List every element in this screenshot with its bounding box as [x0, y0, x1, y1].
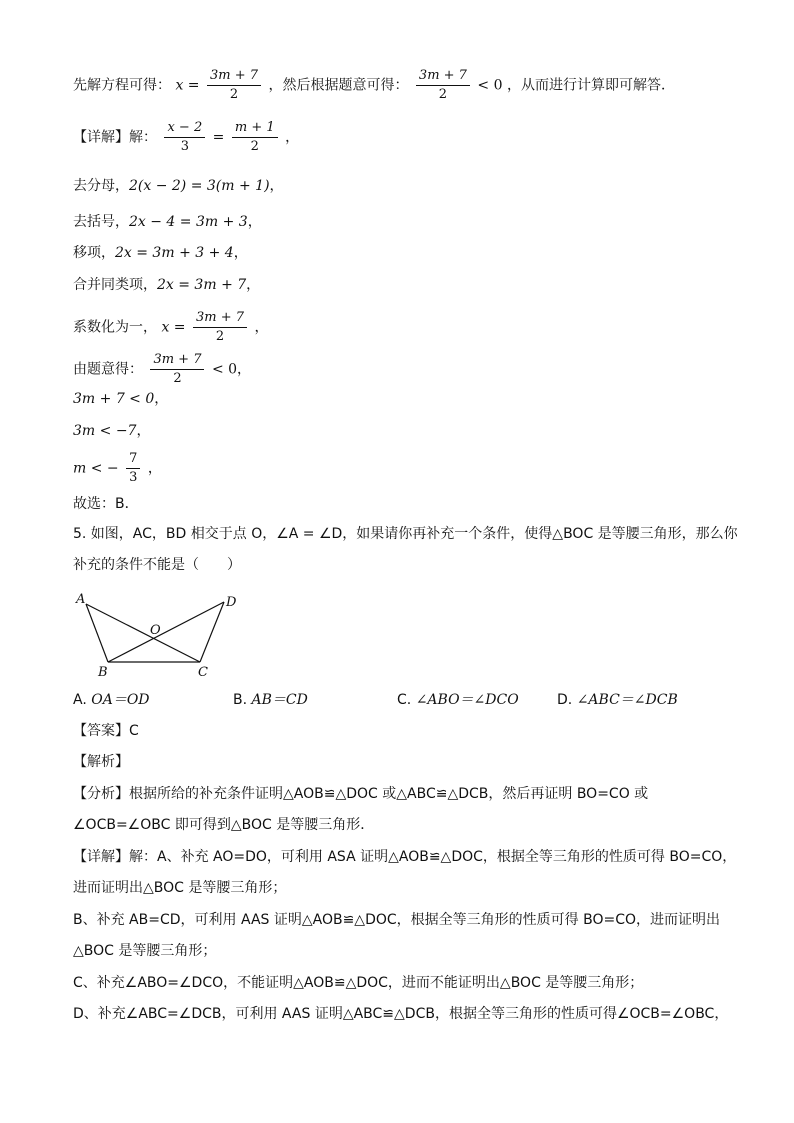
step-expression: 3m < −7 — [73, 423, 137, 439]
point-label-b: B — [98, 665, 108, 680]
detail-head-right-fraction — [232, 120, 278, 155]
detail-a-line-1: 【详解】解：A、补充 AO=DO，可利用 ASA 证明△AOB≌△DOC，根据全等三角形的性质可得 BO=CO， — [73, 849, 737, 865]
detail-c-line-1: C、补充∠ABO=∠DCO，不能证明△AOB≌△DOC，进而不能证明出△BOC 是等腰三角形； — [73, 975, 644, 991]
step-fraction-denominator: 2 — [215, 329, 225, 344]
step-tail: ， — [154, 391, 169, 407]
step-label: 系数化为一， — [73, 319, 157, 336]
point-label-a: A — [76, 592, 86, 607]
step-expression: 2x − 4 = 3m + 3 — [129, 214, 248, 230]
step-coefficient-one — [73, 310, 268, 345]
question-5-line-1: 5. 如图，AC，BD 相交于点 O，∠A = ∠D，如果请你再补充一个条件，使得△BOC 是等腰三角形，那么你 — [73, 526, 738, 542]
step-tail: ， — [254, 319, 269, 336]
intro-fraction-2-numerator: 3m + 7 — [416, 68, 470, 86]
step-label: 合并同类项， — [73, 277, 157, 293]
step-choose — [73, 494, 139, 514]
segment-db — [108, 602, 224, 662]
point-label-d: D — [226, 595, 237, 610]
analysis-heading: 【解析】 — [73, 754, 129, 770]
question-5-line-2: 补充的条件不能是（ ） — [73, 557, 241, 573]
detail-head-tail: ， — [285, 129, 300, 146]
choice-text: AB＝CD — [251, 692, 308, 708]
step-tail: ， — [233, 245, 248, 261]
intro-mid: ，然后根据题意可得： — [268, 77, 409, 94]
step-inequality-3 — [73, 451, 162, 486]
step-expression: m < − — [73, 460, 119, 477]
choice-c — [397, 690, 519, 710]
choice-key: C. — [397, 692, 412, 708]
detail-head-equals: = — [212, 129, 225, 146]
step-by-condition — [73, 352, 251, 387]
step-move-terms — [73, 243, 248, 263]
choice-text: OA＝OD — [91, 692, 150, 708]
analysis-line-1: 【分析】根据所给的补充条件证明△AOB≌△DOC 或△ABC≌△DCB，然后再证明 BO=CO 或 — [73, 786, 649, 802]
segment-ac — [86, 604, 200, 662]
segment-dc — [200, 602, 224, 662]
answer-label: 【答案】 — [73, 723, 129, 739]
step-expression: 2(x − 2) = 3(m + 1) — [129, 178, 270, 194]
step-fraction-numerator: 3m + 7 — [193, 310, 247, 328]
step-label: 由题意得： — [73, 361, 143, 378]
step-label: 去括号， — [73, 214, 129, 230]
step-fraction — [193, 310, 247, 345]
step-expression: 2x = 3m + 3 + 4 — [115, 245, 234, 261]
point-label-o: O — [150, 623, 161, 638]
step-tail: ， — [147, 460, 162, 477]
choose-text: 故选：B． — [73, 496, 139, 512]
step-tail: ， — [247, 214, 262, 230]
intro-fraction-2-denominator: 2 — [438, 87, 448, 102]
segment-ab — [86, 604, 108, 662]
step-tail: < 0， — [211, 361, 252, 378]
step-remove-denominator — [73, 176, 284, 196]
intro-fraction — [207, 68, 261, 103]
solution-intro-line — [73, 68, 675, 103]
intro-inequality: < 0 — [477, 77, 503, 94]
step-remove-brackets — [73, 212, 262, 232]
step-tail: ， — [269, 178, 284, 194]
answer-value: C — [129, 723, 139, 739]
step-expression: 2x = 3m + 7 — [157, 277, 247, 293]
analysis-line-2: ∠OCB=∠OBC 即可得到△BOC 是等腰三角形． — [73, 817, 375, 833]
choice-text: ∠ABC＝∠DCB — [576, 692, 678, 708]
step-combine-like-terms — [73, 275, 260, 295]
intro-suffix: ，从而进行计算即可解答． — [506, 77, 675, 94]
point-label-c: C — [198, 665, 208, 680]
step-fraction-denominator: 2 — [173, 371, 182, 386]
step-expression: 3m + 7 < 0 — [73, 391, 155, 407]
detail-head-right-numerator: m + 1 — [232, 120, 278, 138]
step-label: 去分母， — [73, 178, 129, 194]
step-fraction — [150, 352, 204, 387]
intro-fraction-2 — [416, 68, 470, 103]
step-inequality-2 — [73, 421, 150, 441]
step-label: 移项， — [73, 245, 115, 261]
choice-a — [73, 690, 150, 710]
step-fraction-numerator: 3m + 7 — [150, 352, 204, 370]
choice-b — [233, 690, 308, 710]
step-tail: ， — [246, 277, 261, 293]
detail-head-left-denominator: 3 — [180, 139, 189, 154]
choice-d — [557, 690, 678, 710]
choice-key: D. — [557, 692, 573, 708]
choice-text: ∠ABO＝∠DCO — [415, 692, 519, 708]
detail-head-line — [73, 120, 299, 155]
detail-b-line-1: B、补充 AB=CD，可利用 AAS 证明△AOB≌△DOC，根据全等三角形的性质可得 BO=CO，进而证明出 — [73, 912, 720, 928]
step-fraction — [126, 451, 140, 486]
step-fraction-denominator: 3 — [129, 470, 138, 485]
step-tail: ， — [136, 423, 151, 439]
detail-head-right-denominator: 2 — [250, 139, 259, 154]
geometry-figure — [70, 590, 250, 680]
intro-fraction-numerator: 3m + 7 — [207, 68, 261, 86]
intro-x-eq: x = — [175, 77, 200, 94]
intro-prefix: 先解方程可得： — [73, 77, 171, 94]
detail-d-line-1: D、补充∠ABC=∠DCB，可利用 AAS 证明△ABC≌△DCB，根据全等三角形的性质可得∠OCB=∠OBC， — [73, 1006, 729, 1022]
intro-fraction-denominator: 2 — [229, 87, 239, 102]
detail-a-line-2: 进而证明出△BOC 是等腰三角形； — [73, 880, 287, 896]
answer-line — [73, 721, 139, 741]
detail-head-label: 【详解】解： — [73, 129, 157, 146]
step-fraction-numerator: 7 — [126, 451, 140, 469]
step-inequality-1 — [73, 389, 168, 409]
choice-key: B. — [233, 692, 248, 708]
detail-head-left-numerator: x − 2 — [164, 120, 205, 138]
choice-key: A. — [73, 692, 87, 708]
detail-b-line-2: △BOC 是等腰三角形； — [73, 943, 217, 959]
step-x-eq: x = — [161, 319, 186, 336]
detail-head-left-fraction — [164, 120, 205, 155]
